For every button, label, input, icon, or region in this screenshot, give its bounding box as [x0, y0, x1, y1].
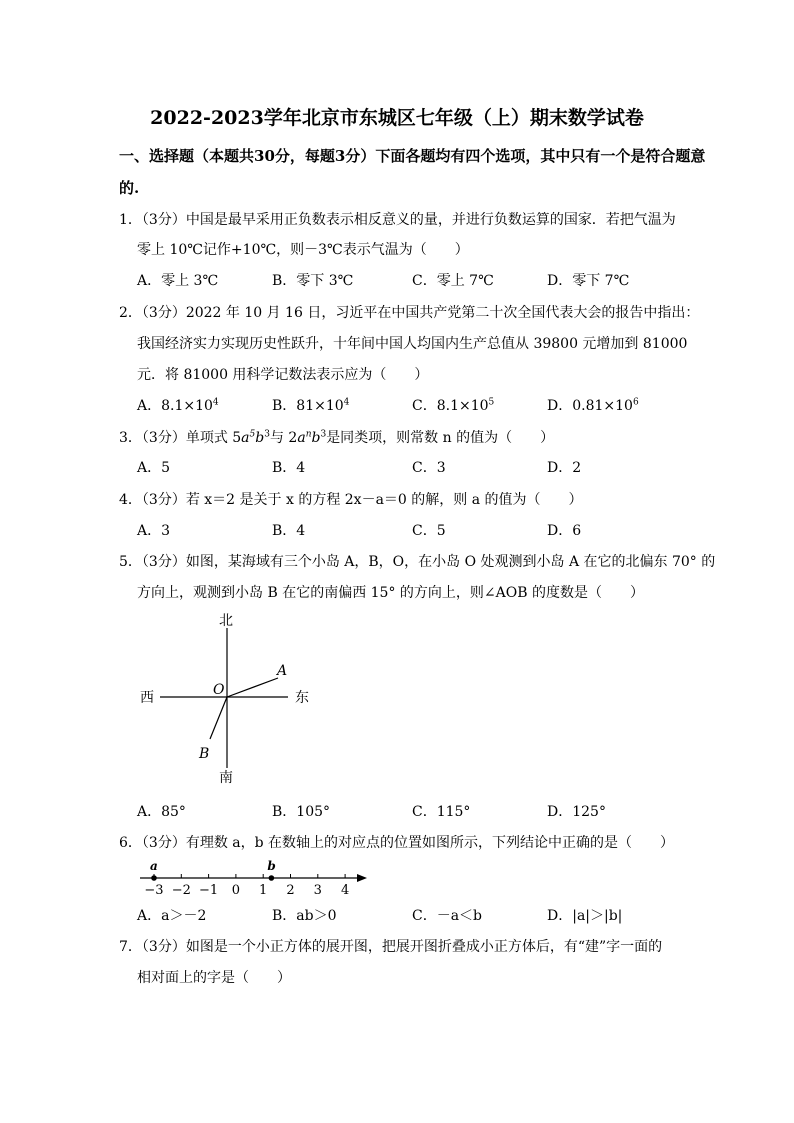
label-south: 南	[219, 770, 233, 786]
q4-option-c: C．5	[412, 523, 446, 539]
question-2-line1: 2．（3分）2022 年 10 月 16 日，习近平在中国共产党第二十次全国代表大会的报告中指出：	[119, 305, 700, 321]
q1-option-b: B．零下 3℃	[272, 273, 354, 289]
label-east: 东	[295, 690, 309, 706]
q3-option-b: B．4	[272, 460, 306, 476]
arrow-head	[357, 874, 367, 882]
label-west: 西	[140, 690, 154, 706]
q1-option-d: D．零下 7℃	[547, 273, 630, 289]
question-7-line1: 7．（3分）如图是一个小正方体的展开图，把展开图折叠成小正方体后，有“建”字一面的	[119, 939, 663, 955]
question-1-line1: 1．（3分）中国是最早采用正负数表示相反意义的量，并进行负数运算的国家．若把气温为	[119, 212, 676, 228]
q5-option-a: A．85°	[137, 804, 186, 820]
q4-option-a: A．3	[137, 523, 171, 539]
tick-label: 2	[286, 883, 295, 898]
q5-option-c: C．115°	[412, 804, 471, 820]
page-title: 2022-2023学年北京市东城区七年级（上）期末数学试卷	[150, 107, 644, 129]
question-5-line1: 5．（3分）如图，某海域有三个小岛 A，B，O，在小岛 O 处观测到小岛 A 在它的北偏东 70° 的	[119, 554, 716, 570]
section-heading-line2: 的.	[119, 179, 140, 197]
label-o: O	[213, 682, 225, 698]
point-b-label: b	[267, 859, 276, 873]
q6-option-d: D．|a|＞|b|	[547, 908, 623, 924]
q6-option-a: A．a＞－2	[137, 908, 207, 924]
q5-option-d: D．125°	[547, 804, 606, 820]
label-b: B	[199, 746, 210, 762]
point-a	[151, 875, 157, 881]
q4-option-b: B．4	[272, 523, 306, 539]
question-3-text: 3．（3分）单项式 $5a^5b^3$与 $2a^nb^3$是同类项，则常数 n 的值为（ ）	[119, 429, 555, 446]
tick-label: −2	[171, 883, 191, 898]
q5-option-b: B．105°	[272, 804, 331, 820]
question-7-line2: 相对面上的字是（ ）	[137, 970, 291, 986]
q3-option-c: C．3	[412, 460, 446, 476]
question-2-line2: 我国经济实力实现历史性跃升，十年间中国人均国内生产总值从 39800 元增加到 81000	[137, 336, 688, 352]
q3-option-d: D．2	[547, 460, 582, 476]
tick-label: 1	[259, 883, 268, 898]
number-line-figure	[135, 853, 375, 898]
q2-option-c: C．$8.1\times 10^5$	[412, 397, 495, 414]
tick-label: 4	[340, 883, 350, 898]
question-4-text: 4．（3分）若 x＝2 是关于 x 的方程 2x－a＝0 的解，则 a 的值为（ ）	[119, 492, 583, 508]
label-a: A	[277, 663, 288, 679]
point-b	[269, 875, 275, 881]
q2-option-d: D．$0.81\times 10^6$	[547, 397, 639, 414]
q4-option-d: D．6	[547, 523, 582, 539]
label-north: 北	[219, 613, 233, 629]
question-5-line2: 方向上，观测到小岛 B 在它的南偏西 15° 的方向上，则∠AOB 的度数是（ ）	[137, 585, 644, 601]
question-1-line2: 零上 10℃记作+10℃，则－3℃表示气温为（ ）	[137, 242, 469, 258]
point-a-label: a	[150, 859, 158, 873]
question-2-line3: 元．将 81000 用科学记数法表示应为（ ）	[137, 367, 429, 383]
tick-label: −3	[144, 883, 164, 898]
q1-option-c: C．零上 7℃	[412, 273, 494, 289]
q6-option-b: B．ab＞0	[272, 908, 337, 924]
section-heading-line1: 一、选择题（本题共30分，每题3分）下面各题均有四个选项，其中只有一个是符合题意	[119, 147, 706, 165]
ray-oa	[227, 678, 278, 697]
question-6-line1: 6．（3分）有理数 a，b 在数轴上的对应点的位置如图所示，下列结论中正确的是（ ）	[119, 835, 675, 851]
tick-label: 0	[231, 883, 241, 898]
tick-label: 3	[313, 883, 322, 898]
ray-ob	[210, 697, 227, 739]
q6-option-c: C．－a＜b	[412, 908, 483, 924]
compass-figure	[135, 608, 335, 793]
q2-option-b: B．$81\times 10^4$	[272, 397, 350, 414]
q1-option-a: A．零上 3℃	[137, 273, 219, 289]
q2-option-a: A．$8.1\times 10^4$	[137, 397, 219, 414]
q3-option-a: A．5	[137, 460, 171, 476]
tick-label: −1	[199, 883, 219, 898]
